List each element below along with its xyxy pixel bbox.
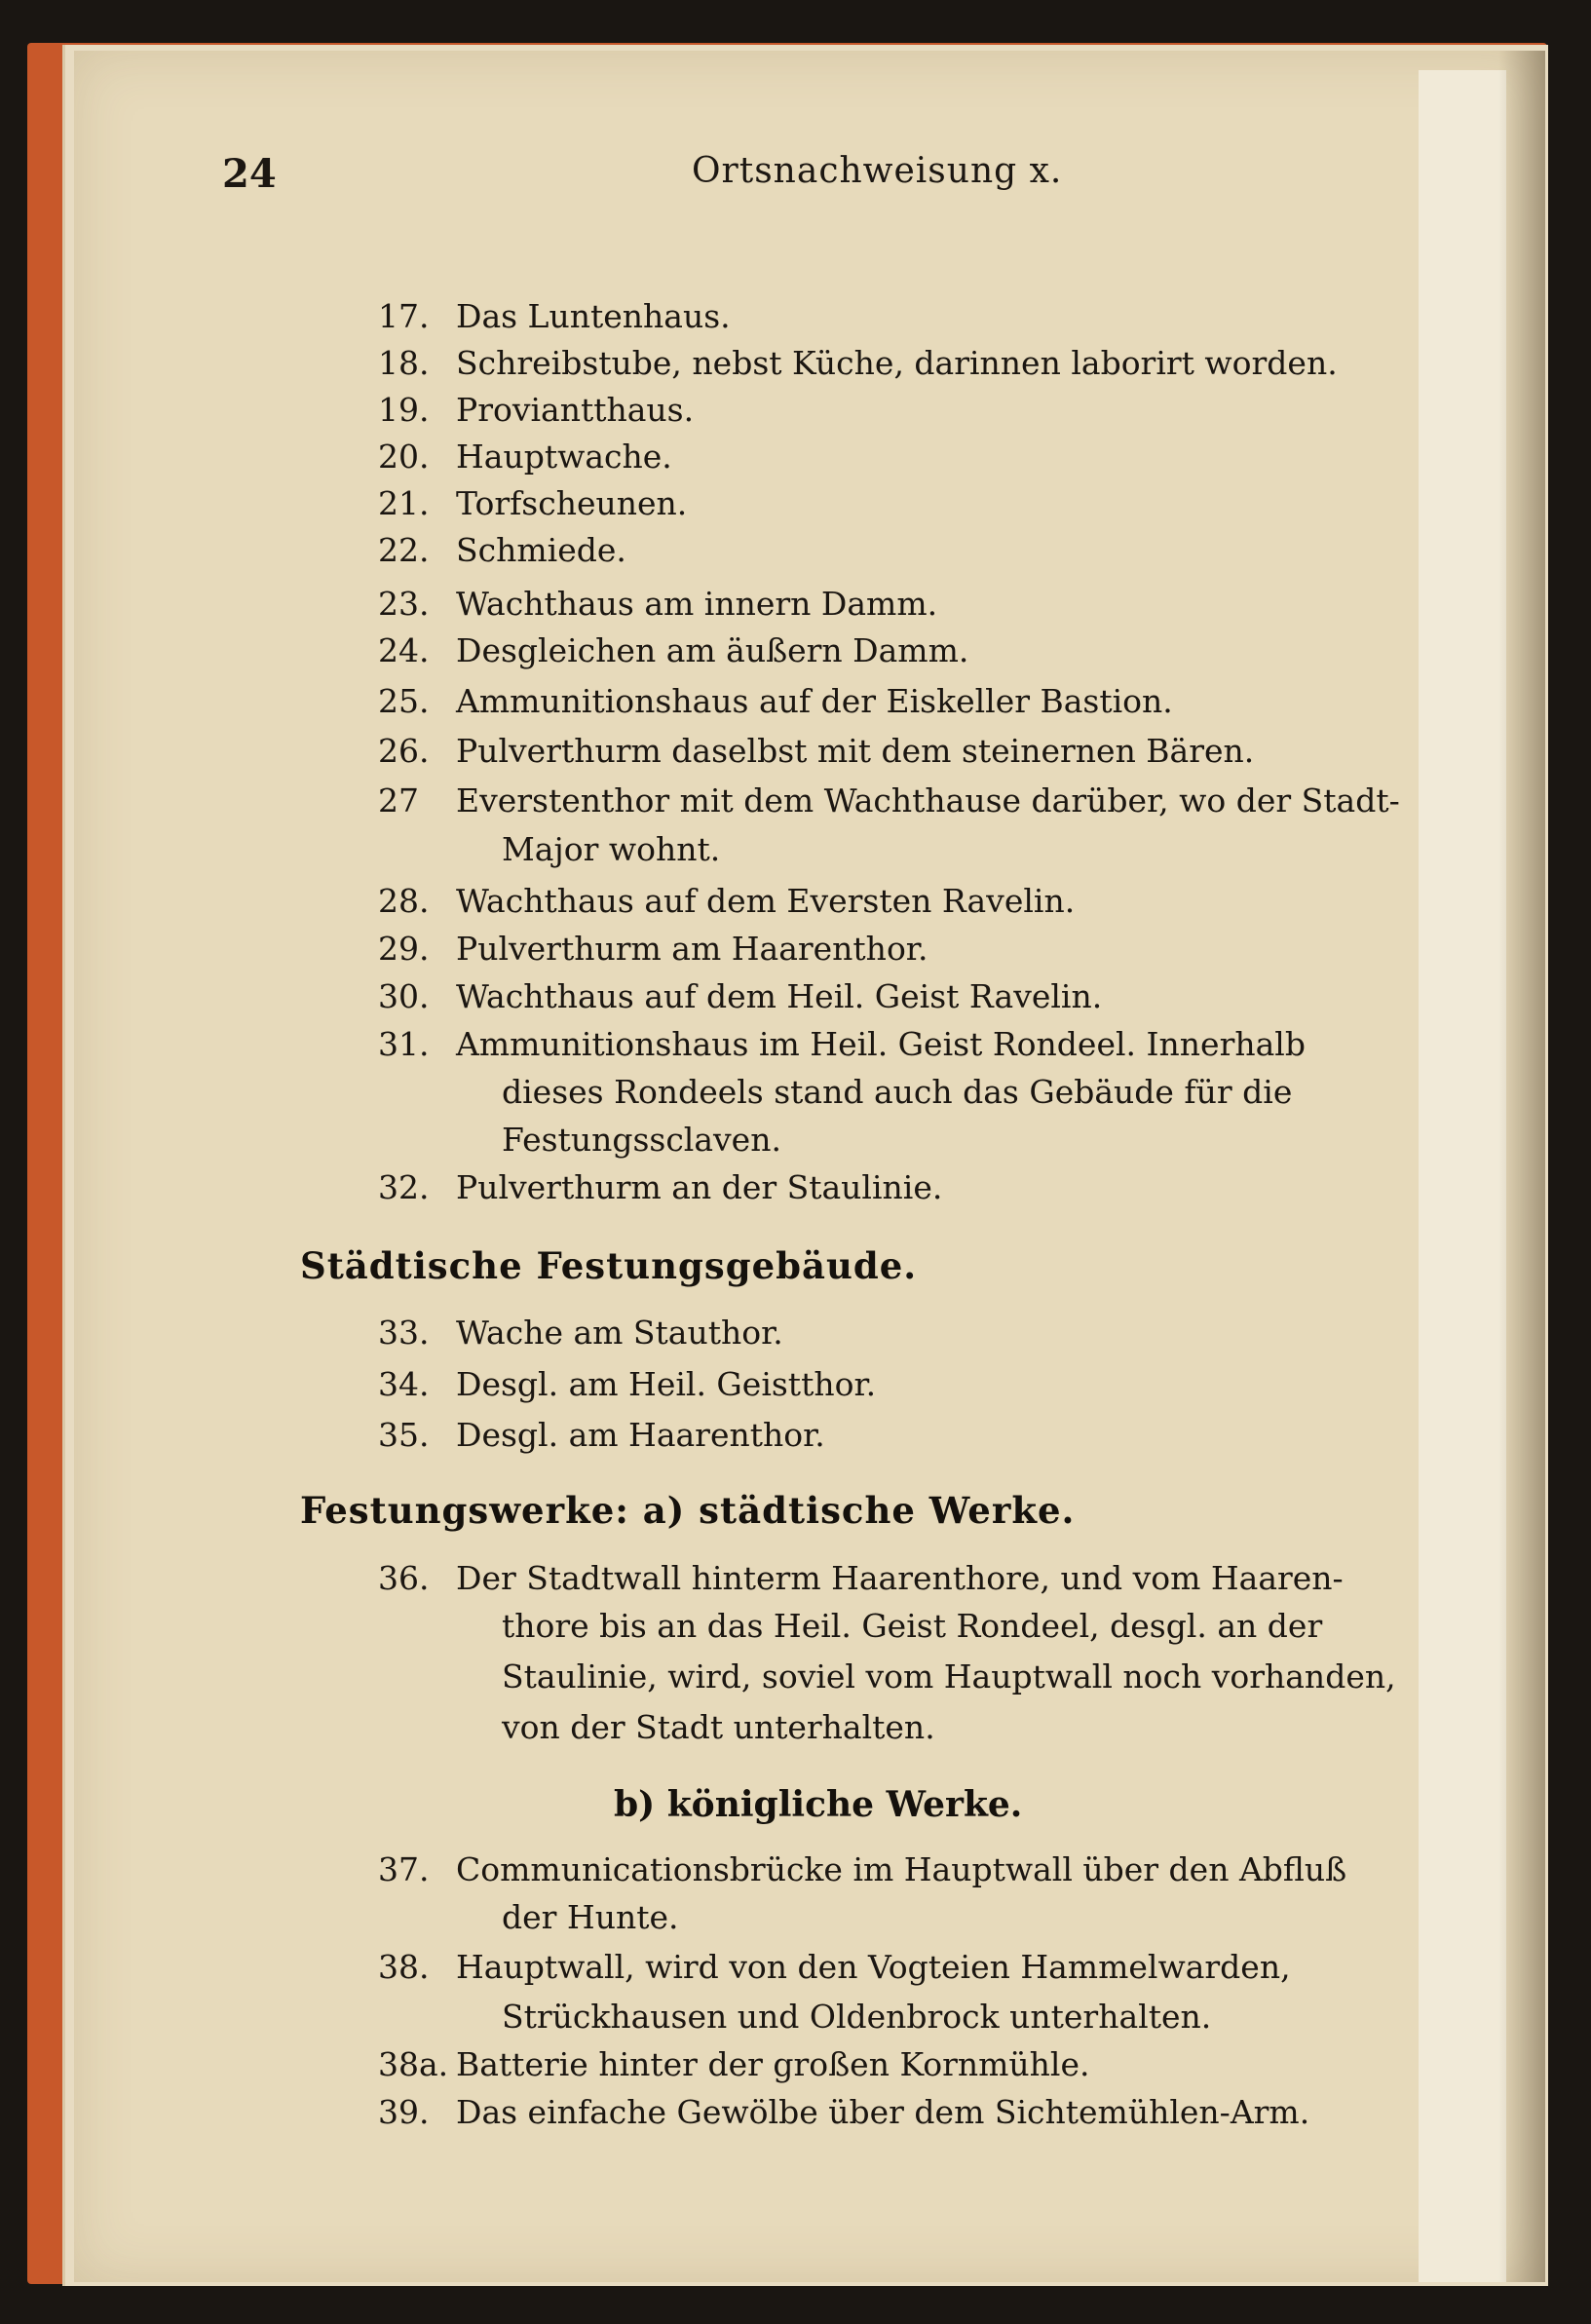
section-heading: Festungswerke: a) städtische Werke. xyxy=(300,1489,1076,1532)
next-page-edge xyxy=(1419,70,1506,2282)
subsection-heading: b) königliche Werke. xyxy=(614,1784,1023,1825)
page-number: 24 xyxy=(222,151,277,197)
section-heading: Städtische Festungsgebäude. xyxy=(300,1244,918,1287)
page-gutter-shadow xyxy=(1498,51,1545,2282)
running-title: Ortsnachweisung x. xyxy=(692,151,1063,191)
